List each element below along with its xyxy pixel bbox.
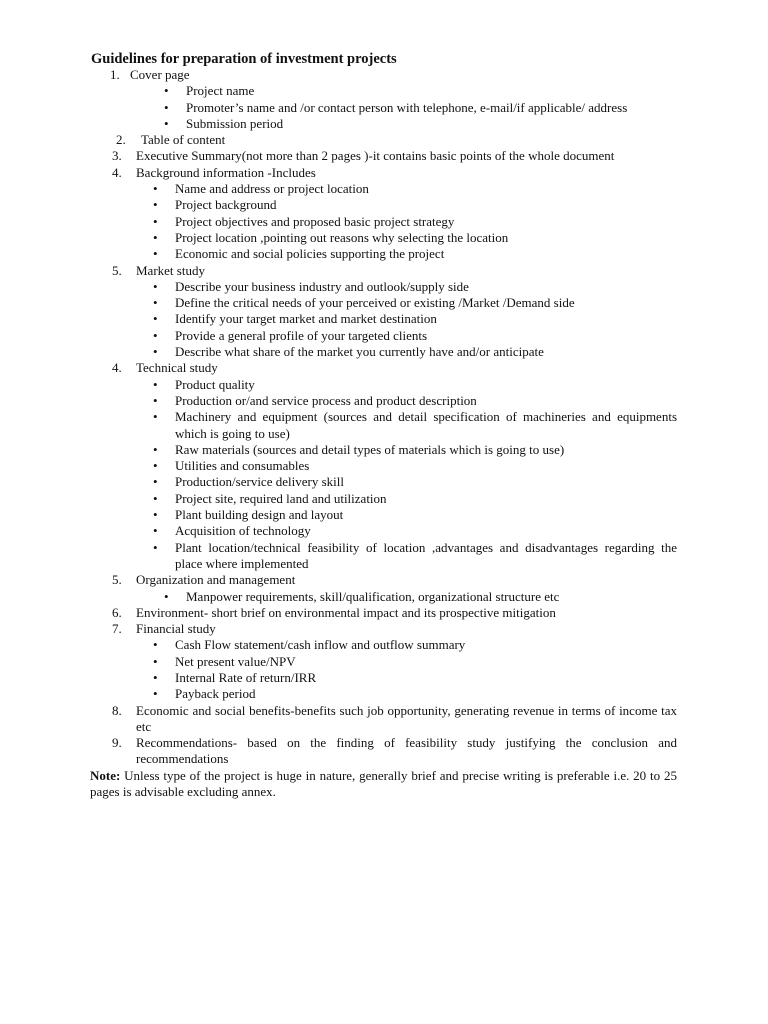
list-item <box>0 67 768 83</box>
list-item <box>0 148 768 164</box>
sub-bullet <box>0 393 768 409</box>
bullet-icon: • <box>153 229 158 245</box>
bullet-icon: • <box>153 653 158 669</box>
list-item <box>0 165 768 181</box>
sub-bullet <box>0 589 768 605</box>
bullet-text: Product quality <box>175 376 255 392</box>
item-number: 9. <box>112 735 122 751</box>
sub-bullet <box>0 311 768 327</box>
sub-bullet <box>0 540 768 573</box>
sub-bullet <box>0 344 768 360</box>
bullet-text: Name and address or project location <box>175 181 369 197</box>
bullet-text: Define the critical needs of your perceived or existing /Market /Demand side <box>175 295 575 311</box>
bullet-text: Economic and social policies supporting the project <box>175 246 445 262</box>
sub-bullet <box>0 295 768 311</box>
list-item <box>0 703 768 736</box>
sub-bullet <box>0 637 768 653</box>
list-item <box>0 360 768 376</box>
item-number: 2. <box>116 132 126 148</box>
item-text: Economic and social benefits-benefits such job opportunity, generating revenue in terms of income tax etc <box>136 702 677 734</box>
bullet-icon: • <box>153 392 158 408</box>
sub-bullet <box>0 83 768 99</box>
item-number: 4. <box>112 360 122 376</box>
bullet-icon: • <box>153 213 158 229</box>
sub-bullet <box>0 491 768 507</box>
bullet-icon: • <box>153 295 158 311</box>
item-text: Table of content <box>141 132 226 148</box>
bullet-icon: • <box>153 311 158 327</box>
item-number: 3. <box>112 148 122 164</box>
bullet-icon: • <box>153 181 158 197</box>
bullet-text: Project location ,pointing out reasons why selecting the location <box>175 229 509 245</box>
bullet-icon: • <box>164 115 169 131</box>
bullet-icon: • <box>153 669 158 685</box>
item-text: Recommendations- based on the finding of feasibility study justifying the conclusion and recommendations <box>136 735 677 767</box>
bullet-icon: • <box>153 539 158 555</box>
item-text: Cover page <box>130 67 190 82</box>
bullet-icon: • <box>153 523 158 539</box>
bullet-icon: • <box>164 99 169 115</box>
item-number: 5. <box>112 572 122 588</box>
bullet-icon: • <box>153 197 158 213</box>
note-label: Note: <box>90 767 121 783</box>
list-item <box>0 132 768 148</box>
bullet-icon: • <box>153 490 158 506</box>
bullet-icon: • <box>153 246 158 262</box>
bullet-text: Net present value/NPV <box>175 653 296 669</box>
sub-bullet <box>0 377 768 393</box>
sub-bullet <box>0 116 768 132</box>
item-text: Executive Summary(not more than 2 pages )-it contains basic points of the whole document <box>136 148 615 164</box>
item-text: Environment- short brief on environmental impact and its prospective mitigation <box>136 604 556 620</box>
document-title: Guidelines for preparation of investment projects <box>91 51 397 67</box>
bullet-text: Acquisition of technology <box>175 523 311 539</box>
bullet-icon: • <box>153 686 158 702</box>
bullet-icon: • <box>153 327 158 343</box>
sub-bullet <box>0 474 768 490</box>
bullet-icon: • <box>164 83 169 99</box>
sub-bullet <box>0 523 768 539</box>
note-paragraph <box>90 768 677 801</box>
bullet-icon: • <box>153 409 158 425</box>
bullet-text: Utilities and consumables <box>175 458 310 474</box>
bullet-text: Describe what share of the market you currently have and/or anticipate <box>175 344 544 360</box>
sub-bullet <box>0 670 768 686</box>
sub-bullet <box>0 442 768 458</box>
bullet-text: Project objectives and proposed basic project strategy <box>175 213 455 229</box>
sub-bullet <box>0 100 768 116</box>
bullet-text: Cash Flow statement/cash inflow and outflow summary <box>175 637 466 653</box>
bullet-icon: • <box>153 474 158 490</box>
item-number: 6. <box>112 604 122 620</box>
bullet-text: Production or/and service process and product description <box>175 392 477 408</box>
item-text: Organization and management <box>136 572 296 588</box>
bullet-text: Promoter’s name and /or contact person with telephone, e-mail/if applicable/ address <box>186 99 628 115</box>
bullet-icon: • <box>153 637 158 653</box>
sub-bullet <box>0 409 768 442</box>
note-text: Unless type of the project is huge in nature, generally brief and precise writing is preferable i.e. 20 to 25 pages is advisable excluding annex. <box>90 767 677 800</box>
bullet-text: Submission period <box>186 115 284 131</box>
bullet-text: Project background <box>175 197 277 213</box>
bullet-text: Manpower requirements, skill/qualification, organizational structure etc <box>186 588 560 604</box>
sub-bullet <box>0 181 768 197</box>
sub-bullet <box>0 507 768 523</box>
bullet-text: Identify your target market and market destination <box>175 311 437 327</box>
sub-bullet <box>0 214 768 230</box>
list-item <box>0 605 768 621</box>
item-number: 7. <box>112 621 122 637</box>
item-number: 4. <box>112 164 122 180</box>
sub-bullet <box>0 246 768 262</box>
bullet-icon: • <box>153 376 158 392</box>
bullet-text: Raw materials (sources and detail types of materials which is going to use) <box>175 441 565 457</box>
guidelines-list <box>0 67 768 800</box>
item-text: Financial study <box>136 621 216 637</box>
bullet-icon: • <box>153 441 158 457</box>
list-item <box>0 263 768 279</box>
sub-bullet <box>0 654 768 670</box>
item-number: 5. <box>112 262 122 278</box>
bullet-text: Payback period <box>175 686 256 702</box>
bullet-text: Production/service delivery skill <box>175 474 344 490</box>
bullet-text: Machinery and equipment (sources and detail specification of machineries and equipments which is going to use) <box>175 409 677 441</box>
item-number: 1. <box>110 67 120 82</box>
bullet-icon: • <box>153 344 158 360</box>
list-item <box>0 572 768 588</box>
item-text: Technical study <box>136 360 218 376</box>
bullet-text: Describe your business industry and outlook/supply side <box>175 278 469 294</box>
bullet-icon: • <box>153 278 158 294</box>
sub-bullet <box>0 328 768 344</box>
sub-bullet <box>0 686 768 702</box>
list-item <box>0 621 768 637</box>
bullet-icon: • <box>153 507 158 523</box>
bullet-text: Project name <box>186 83 255 99</box>
item-text: Market study <box>136 262 205 278</box>
item-text: Background information -Includes <box>136 164 316 180</box>
list-item <box>0 735 768 768</box>
bullet-icon: • <box>164 588 169 604</box>
item-number: 8. <box>112 702 122 718</box>
sub-bullet <box>0 230 768 246</box>
bullet-text: Project site, required land and utilization <box>175 490 387 506</box>
sub-bullet <box>0 458 768 474</box>
sub-bullet <box>0 279 768 295</box>
sub-bullet <box>0 197 768 213</box>
bullet-text: Plant building design and layout <box>175 507 344 523</box>
bullet-text: Plant location/technical feasibility of location ,advantages and disadvantages regarding the place where implemented <box>175 539 677 571</box>
bullet-text: Provide a general profile of your targeted clients <box>175 327 428 343</box>
bullet-text: Internal Rate of return/IRR <box>175 669 317 685</box>
bullet-icon: • <box>153 458 158 474</box>
